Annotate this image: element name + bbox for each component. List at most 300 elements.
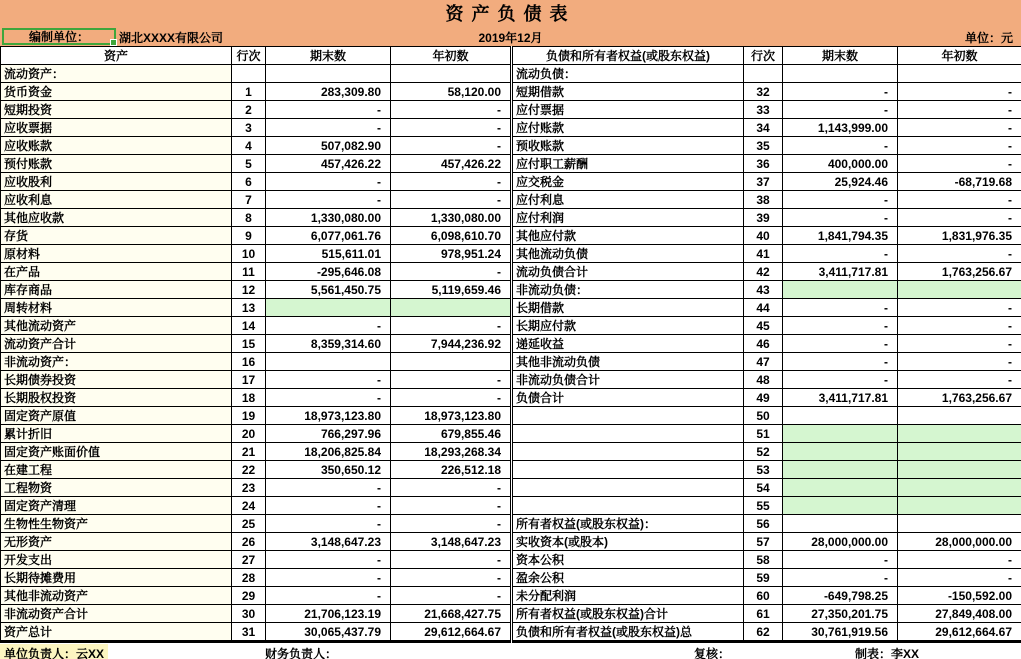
cell-asset-beginning[interactable]: - xyxy=(391,137,512,155)
cell-liability-beginning[interactable]: - xyxy=(898,209,1021,227)
cell-liability-beginning[interactable]: - xyxy=(898,155,1021,173)
cell-asset-ending[interactable]: - xyxy=(266,479,391,497)
cell-liability-line[interactable]: 60 xyxy=(744,587,783,605)
cell-asset-line[interactable]: 29 xyxy=(232,587,266,605)
cell-asset-label[interactable]: 存货 xyxy=(1,227,232,245)
cell-liability-ending[interactable]: 28,000,000.00 xyxy=(783,533,898,551)
cell-liability-beginning[interactable] xyxy=(898,65,1021,83)
cell-liability-beginning[interactable] xyxy=(898,461,1021,479)
cell-liability-ending[interactable] xyxy=(783,479,898,497)
cell-asset-line[interactable]: 1 xyxy=(232,83,266,101)
cell-liability-beginning[interactable]: 28,000,000.00 xyxy=(898,533,1021,551)
cell-asset-label[interactable]: 固定资产原值 xyxy=(1,407,232,425)
unit-head-signature[interactable]: 单位负责人：云XX xyxy=(0,644,108,659)
cell-asset-line[interactable]: 7 xyxy=(232,191,266,209)
cell-asset-label[interactable]: 应收票据 xyxy=(1,119,232,137)
cell-asset-ending[interactable]: - xyxy=(266,389,391,407)
cell-liability-ending[interactable]: 400,000.00 xyxy=(783,155,898,173)
cell-asset-line[interactable]: 26 xyxy=(232,533,266,551)
cell-asset-ending[interactable]: - xyxy=(266,119,391,137)
cell-asset-line[interactable]: 20 xyxy=(232,425,266,443)
cell-asset-ending[interactable]: - xyxy=(266,587,391,605)
cell-liability-beginning[interactable] xyxy=(898,443,1021,461)
cell-liability-beginning[interactable]: - xyxy=(898,371,1021,389)
column-header-row xyxy=(1,47,1021,65)
table-row xyxy=(1,209,1021,227)
cell-asset-line[interactable]: 31 xyxy=(232,623,266,642)
cell-liability-ending[interactable]: - xyxy=(783,317,898,335)
cell-liability-line[interactable]: 51 xyxy=(744,425,783,443)
cell-asset-line[interactable]: 6 xyxy=(232,173,266,191)
cell-liability-line[interactable]: 59 xyxy=(744,569,783,587)
cell-asset-label[interactable]: 长期待摊费用 xyxy=(1,569,232,587)
cell-asset-ending[interactable]: 18,973,123.80 xyxy=(266,407,391,425)
cell-liability-line[interactable]: 48 xyxy=(744,371,783,389)
cell-asset-beginning[interactable]: 1,330,080.00 xyxy=(391,209,512,227)
table-row xyxy=(1,389,1021,407)
cell-liability-ending[interactable]: 3,411,717.81 xyxy=(783,389,898,407)
cell-liability-beginning[interactable]: - xyxy=(898,551,1021,569)
col-header-liabilities[interactable]: 负债和所有者权益(或股东权益) xyxy=(512,47,744,65)
cell-liability-label[interactable]: 应付职工薪酬 xyxy=(512,155,744,173)
cell-liability-line[interactable]: 33 xyxy=(744,101,783,119)
cell-asset-beginning[interactable]: 457,426.22 xyxy=(391,155,512,173)
cell-asset-beginning[interactable]: - xyxy=(391,101,512,119)
cell-liability-line[interactable]: 44 xyxy=(744,299,783,317)
table-row xyxy=(1,479,1021,497)
table-row xyxy=(1,227,1021,245)
cell-liability-line[interactable]: 41 xyxy=(744,245,783,263)
cell-liability-label[interactable] xyxy=(512,443,744,461)
cell-asset-label[interactable]: 长期债券投资 xyxy=(1,371,232,389)
cell-asset-beginning[interactable]: 29,612,664.67 xyxy=(391,623,512,642)
cell-liability-label[interactable]: 负债合计 xyxy=(512,389,744,407)
report-period[interactable]: 2019年12月 xyxy=(478,31,543,45)
cell-liability-beginning[interactable] xyxy=(898,497,1021,515)
cell-asset-line[interactable] xyxy=(232,65,266,83)
cell-liability-beginning[interactable] xyxy=(898,425,1021,443)
cell-asset-ending[interactable]: 21,706,123.19 xyxy=(266,605,391,623)
cell-liability-line[interactable]: 46 xyxy=(744,335,783,353)
cell-asset-ending[interactable]: - xyxy=(266,569,391,587)
table-row xyxy=(1,461,1021,479)
cell-asset-line[interactable]: 21 xyxy=(232,443,266,461)
cell-liability-beginning[interactable]: - xyxy=(898,83,1021,101)
cell-asset-line[interactable]: 17 xyxy=(232,371,266,389)
meta-row xyxy=(0,28,1021,46)
cell-liability-line[interactable]: 52 xyxy=(744,443,783,461)
cell-asset-beginning[interactable] xyxy=(391,65,512,83)
cell-asset-ending[interactable]: 18,206,825.84 xyxy=(266,443,391,461)
cell-liability-beginning[interactable] xyxy=(898,407,1021,425)
cell-liability-line[interactable]: 36 xyxy=(744,155,783,173)
cell-liability-line[interactable]: 32 xyxy=(744,83,783,101)
cell-liability-line[interactable]: 40 xyxy=(744,227,783,245)
cell-liability-label[interactable]: 其他流动负债 xyxy=(512,245,744,263)
table-row xyxy=(1,263,1021,281)
cell-asset-beginning[interactable]: 58,120.00 xyxy=(391,83,512,101)
cell-asset-ending[interactable]: - xyxy=(266,101,391,119)
table-row xyxy=(1,101,1021,119)
cell-liability-line[interactable]: 62 xyxy=(744,623,783,642)
cell-asset-beginning[interactable] xyxy=(391,353,512,371)
col-header-ending-right[interactable]: 期末数 xyxy=(783,47,898,65)
cell-asset-label[interactable]: 生物性生物资产 xyxy=(1,515,232,533)
cell-asset-label[interactable]: 周转材料 xyxy=(1,299,232,317)
cell-liability-beginning[interactable]: - xyxy=(898,299,1021,317)
cell-liability-ending[interactable] xyxy=(783,425,898,443)
table-row xyxy=(1,335,1021,353)
cell-liability-ending[interactable]: 3,411,717.81 xyxy=(783,263,898,281)
cell-liability-label[interactable]: 非流动负债合计 xyxy=(512,371,744,389)
cell-liability-label[interactable]: 所有者权益(或股东权益)合计 xyxy=(512,605,744,623)
cell-asset-ending[interactable] xyxy=(266,65,391,83)
cell-liability-line[interactable]: 34 xyxy=(744,119,783,137)
cell-liability-ending[interactable]: - xyxy=(783,137,898,155)
cell-liability-beginning[interactable] xyxy=(898,479,1021,497)
page-title: 资产负债表 xyxy=(0,0,1021,28)
cell-liability-line[interactable]: 57 xyxy=(744,533,783,551)
cell-liability-label[interactable] xyxy=(512,461,744,479)
cell-liability-ending[interactable]: -649,798.25 xyxy=(783,587,898,605)
cell-liability-beginning[interactable]: 1,763,256.67 xyxy=(898,389,1021,407)
cell-liability-label[interactable] xyxy=(512,479,744,497)
cell-asset-beginning[interactable]: 3,148,647.23 xyxy=(391,533,512,551)
cell-asset-label[interactable]: 资产总计 xyxy=(1,623,232,642)
cell-asset-beginning[interactable]: - xyxy=(391,569,512,587)
preparer-signature[interactable]: 制表：李XX xyxy=(855,647,920,659)
cell-asset-line[interactable]: 16 xyxy=(232,353,266,371)
cell-asset-line[interactable]: 11 xyxy=(232,263,266,281)
cell-asset-beginning[interactable]: 21,668,427.75 xyxy=(391,605,512,623)
cell-asset-label[interactable]: 非流动资产： xyxy=(1,353,232,371)
table-row xyxy=(1,119,1021,137)
cell-liability-label[interactable]: 资本公积 xyxy=(512,551,744,569)
cell-asset-beginning[interactable]: - xyxy=(391,119,512,137)
cell-asset-label[interactable]: 非流动资产合计 xyxy=(1,605,232,623)
cell-asset-line[interactable]: 3 xyxy=(232,119,266,137)
cell-liability-line[interactable]: 35 xyxy=(744,137,783,155)
cell-asset-label[interactable]: 货币资金 xyxy=(1,83,232,101)
cell-asset-line[interactable]: 23 xyxy=(232,479,266,497)
table-row xyxy=(1,587,1021,605)
selected-cell-company-label[interactable]: 编制单位： xyxy=(2,28,116,45)
cell-liability-beginning[interactable]: - xyxy=(898,191,1021,209)
cell-asset-label[interactable]: 无形资产 xyxy=(1,533,232,551)
cell-liability-label[interactable] xyxy=(512,407,744,425)
cell-liability-ending[interactable] xyxy=(783,407,898,425)
cell-liability-beginning[interactable]: - xyxy=(898,119,1021,137)
cell-asset-line[interactable]: 2 xyxy=(232,101,266,119)
cell-asset-ending[interactable]: - xyxy=(266,191,391,209)
cell-liability-label[interactable]: 实收资本(或股本) xyxy=(512,533,744,551)
col-header-line-left[interactable]: 行次 xyxy=(232,47,266,65)
cell-liability-ending[interactable]: 1,841,794.35 xyxy=(783,227,898,245)
cell-asset-line[interactable]: 22 xyxy=(232,461,266,479)
cell-asset-beginning[interactable]: 226,512.18 xyxy=(391,461,512,479)
cell-liability-label[interactable] xyxy=(512,497,744,515)
cell-liability-ending[interactable]: - xyxy=(783,83,898,101)
table-row xyxy=(1,353,1021,371)
table-row xyxy=(1,173,1021,191)
cell-asset-ending[interactable] xyxy=(266,353,391,371)
cell-liability-line[interactable]: 38 xyxy=(744,191,783,209)
cell-asset-line[interactable]: 12 xyxy=(232,281,266,299)
cell-asset-beginning[interactable]: 18,293,268.34 xyxy=(391,443,512,461)
cell-liability-ending[interactable]: 1,143,999.00 xyxy=(783,119,898,137)
cell-asset-ending[interactable]: 5,561,450.75 xyxy=(266,281,391,299)
cell-liability-ending[interactable]: 30,761,919.56 xyxy=(783,623,898,642)
cell-liability-label[interactable]: 长期应付款 xyxy=(512,317,744,335)
table-row xyxy=(1,191,1021,209)
cell-liability-beginning[interactable]: - xyxy=(898,335,1021,353)
cell-liability-line[interactable]: 43 xyxy=(744,281,783,299)
cell-asset-label[interactable]: 流动资产合计 xyxy=(1,335,232,353)
cell-liability-label[interactable]: 应付票据 xyxy=(512,101,744,119)
cell-liability-beginning[interactable]: - xyxy=(898,101,1021,119)
cell-asset-beginning[interactable]: - xyxy=(391,479,512,497)
cell-asset-label[interactable]: 累计折旧 xyxy=(1,425,232,443)
cell-liability-beginning[interactable]: - xyxy=(898,569,1021,587)
cell-liability-line[interactable]: 54 xyxy=(744,479,783,497)
cell-liability-line[interactable]: 45 xyxy=(744,317,783,335)
cell-liability-line[interactable]: 58 xyxy=(744,551,783,569)
cell-liability-beginning[interactable]: 27,849,408.00 xyxy=(898,605,1021,623)
cell-asset-line[interactable]: 8 xyxy=(232,209,266,227)
cell-asset-line[interactable]: 30 xyxy=(232,605,266,623)
cell-asset-label[interactable]: 预付账款 xyxy=(1,155,232,173)
cell-asset-line[interactable]: 13 xyxy=(232,299,266,317)
table-row xyxy=(1,65,1021,83)
cell-asset-beginning[interactable]: 18,973,123.80 xyxy=(391,407,512,425)
cell-asset-beginning[interactable]: 7,944,236.92 xyxy=(391,335,512,353)
cell-liability-label[interactable]: 短期借款 xyxy=(512,83,744,101)
cell-liability-label[interactable]: 非流动负债： xyxy=(512,281,744,299)
cell-asset-ending[interactable]: 30,065,437.79 xyxy=(266,623,391,642)
cell-asset-beginning[interactable]: - xyxy=(391,587,512,605)
cell-asset-line[interactable]: 10 xyxy=(232,245,266,263)
cell-liability-line[interactable]: 50 xyxy=(744,407,783,425)
cell-asset-line[interactable]: 5 xyxy=(232,155,266,173)
cell-liability-label[interactable]: 应付利润 xyxy=(512,209,744,227)
cell-asset-label[interactable]: 固定资产清理 xyxy=(1,497,232,515)
cell-asset-line[interactable]: 4 xyxy=(232,137,266,155)
cell-liability-ending[interactable] xyxy=(783,65,898,83)
cell-liability-ending[interactable]: - xyxy=(783,209,898,227)
cell-asset-beginning[interactable] xyxy=(391,299,512,317)
cell-asset-label[interactable]: 其他非流动资产 xyxy=(1,587,232,605)
cell-liability-beginning[interactable] xyxy=(898,281,1021,299)
cell-liability-beginning[interactable]: -150,592.00 xyxy=(898,587,1021,605)
cell-liability-beginning[interactable]: - xyxy=(898,137,1021,155)
cell-asset-beginning[interactable]: - xyxy=(391,191,512,209)
cell-liability-line[interactable]: 55 xyxy=(744,497,783,515)
cell-asset-label[interactable]: 在产品 xyxy=(1,263,232,281)
cell-liability-line[interactable]: 42 xyxy=(744,263,783,281)
cell-asset-label[interactable]: 库存商品 xyxy=(1,281,232,299)
cell-asset-ending[interactable]: - xyxy=(266,317,391,335)
cell-liability-ending[interactable]: - xyxy=(783,551,898,569)
cell-liability-ending[interactable]: - xyxy=(783,353,898,371)
cell-liability-ending[interactable] xyxy=(783,443,898,461)
cell-asset-label[interactable]: 开发支出 xyxy=(1,551,232,569)
cell-liability-ending[interactable] xyxy=(783,461,898,479)
cell-asset-ending[interactable]: 350,650.12 xyxy=(266,461,391,479)
cell-liability-line[interactable]: 39 xyxy=(744,209,783,227)
cell-asset-beginning[interactable]: - xyxy=(391,371,512,389)
cell-liability-label[interactable]: 长期借款 xyxy=(512,299,744,317)
table-row xyxy=(1,623,1021,642)
cell-liability-beginning[interactable]: -68,719.68 xyxy=(898,173,1021,191)
reviewer-signature[interactable]: 复核： xyxy=(694,647,731,659)
table-row xyxy=(1,245,1021,263)
cell-liability-ending[interactable]: - xyxy=(783,299,898,317)
cell-liability-ending[interactable]: - xyxy=(783,569,898,587)
cell-liability-ending[interactable]: - xyxy=(783,191,898,209)
cell-liability-beginning[interactable]: - xyxy=(898,245,1021,263)
cell-liability-label[interactable]: 所有者权益(或股东权益)： xyxy=(512,515,744,533)
cell-liability-label[interactable]: 盈余公积 xyxy=(512,569,744,587)
cell-liability-line[interactable] xyxy=(744,65,783,83)
cell-asset-beginning[interactable]: - xyxy=(391,551,512,569)
cell-asset-label[interactable]: 应收利息 xyxy=(1,191,232,209)
cell-liability-line[interactable]: 56 xyxy=(744,515,783,533)
cell-asset-label[interactable]: 原材料 xyxy=(1,245,232,263)
cell-liability-label[interactable]: 应付利息 xyxy=(512,191,744,209)
cell-asset-ending[interactable]: - xyxy=(266,497,391,515)
cell-asset-ending[interactable]: 515,611.01 xyxy=(266,245,391,263)
table-row xyxy=(1,551,1021,569)
cell-asset-ending[interactable]: -295,646.08 xyxy=(266,263,391,281)
cell-asset-ending[interactable]: - xyxy=(266,173,391,191)
cell-liability-ending[interactable]: - xyxy=(783,101,898,119)
cell-asset-label[interactable]: 其他应收款 xyxy=(1,209,232,227)
cell-liability-beginning[interactable]: 29,612,664.67 xyxy=(898,623,1021,642)
cell-asset-ending[interactable]: 6,077,061.76 xyxy=(266,227,391,245)
cell-liability-ending[interactable] xyxy=(783,515,898,533)
table-row xyxy=(1,317,1021,335)
cell-asset-ending[interactable]: - xyxy=(266,371,391,389)
cell-asset-ending[interactable]: 3,148,647.23 xyxy=(266,533,391,551)
cell-liability-ending[interactable]: - xyxy=(783,335,898,353)
col-header-assets[interactable]: 资产 xyxy=(1,47,232,65)
cell-liability-label[interactable] xyxy=(512,425,744,443)
cell-asset-line[interactable]: 27 xyxy=(232,551,266,569)
cell-asset-label[interactable]: 流动资产： xyxy=(1,65,232,83)
cell-asset-beginning[interactable]: - xyxy=(391,317,512,335)
cell-asset-line[interactable]: 15 xyxy=(232,335,266,353)
table-row xyxy=(1,425,1021,443)
cell-liability-label[interactable]: 流动负债： xyxy=(512,65,744,83)
currency-unit[interactable]: 单位：元 xyxy=(964,31,1013,45)
cell-asset-line[interactable]: 24 xyxy=(232,497,266,515)
cell-asset-label[interactable]: 应收账款 xyxy=(1,137,232,155)
cell-asset-beginning[interactable]: 5,119,659.46 xyxy=(391,281,512,299)
cell-asset-line[interactable]: 28 xyxy=(232,569,266,587)
cell-asset-label[interactable]: 在建工程 xyxy=(1,461,232,479)
cell-liability-label[interactable]: 其他应付款 xyxy=(512,227,744,245)
cell-liability-beginning[interactable]: - xyxy=(898,353,1021,371)
cell-asset-ending[interactable]: 8,359,314.60 xyxy=(266,335,391,353)
cell-liability-beginning[interactable] xyxy=(898,515,1021,533)
cell-liability-label[interactable]: 应交税金 xyxy=(512,173,744,191)
cell-liability-label[interactable]: 其他非流动负债 xyxy=(512,353,744,371)
col-header-beginning-left[interactable]: 年初数 xyxy=(391,47,512,65)
cell-asset-line[interactable]: 14 xyxy=(232,317,266,335)
cell-asset-line[interactable]: 18 xyxy=(232,389,266,407)
cell-liability-beginning[interactable]: - xyxy=(898,317,1021,335)
cell-asset-beginning[interactable]: 6,098,610.70 xyxy=(391,227,512,245)
cell-liability-label[interactable]: 负债和所有者权益(或股东权益)总 xyxy=(512,623,744,642)
cell-asset-label[interactable]: 应收股利 xyxy=(1,173,232,191)
cell-liability-ending[interactable]: 27,350,201.75 xyxy=(783,605,898,623)
cell-asset-line[interactable]: 9 xyxy=(232,227,266,245)
finance-head-signature[interactable]: 财务负责人： xyxy=(265,647,338,659)
col-header-line-right[interactable]: 行次 xyxy=(744,47,783,65)
cell-liability-label[interactable]: 未分配利润 xyxy=(512,587,744,605)
cell-asset-line[interactable]: 19 xyxy=(232,407,266,425)
cell-liability-ending[interactable]: - xyxy=(783,245,898,263)
cell-liability-line[interactable]: 53 xyxy=(744,461,783,479)
cell-liability-line[interactable]: 37 xyxy=(744,173,783,191)
cell-liability-ending[interactable]: - xyxy=(783,371,898,389)
cell-asset-label[interactable]: 工程物资 xyxy=(1,479,232,497)
cell-asset-ending[interactable]: 457,426.22 xyxy=(266,155,391,173)
table-row xyxy=(1,605,1021,623)
cell-asset-beginning[interactable]: 978,951.24 xyxy=(391,245,512,263)
cell-asset-beginning[interactable]: - xyxy=(391,389,512,407)
cell-asset-line[interactable]: 25 xyxy=(232,515,266,533)
cell-liability-label[interactable]: 递延收益 xyxy=(512,335,744,353)
cell-liability-ending[interactable] xyxy=(783,281,898,299)
col-header-ending-left[interactable]: 期末数 xyxy=(266,47,391,65)
cell-asset-beginning[interactable]: - xyxy=(391,497,512,515)
table-row xyxy=(1,137,1021,155)
cell-asset-ending[interactable]: - xyxy=(266,551,391,569)
cell-asset-ending[interactable]: 766,297.96 xyxy=(266,425,391,443)
cell-liability-line[interactable]: 47 xyxy=(744,353,783,371)
cell-asset-beginning[interactable]: 679,855.46 xyxy=(391,425,512,443)
cell-asset-label[interactable]: 短期投资 xyxy=(1,101,232,119)
cell-asset-beginning[interactable]: - xyxy=(391,515,512,533)
table-row xyxy=(1,569,1021,587)
table-row xyxy=(1,281,1021,299)
company-name[interactable]: 湖北XXXX有限公司 xyxy=(119,31,224,45)
cell-liability-beginning[interactable]: 1,831,976.35 xyxy=(898,227,1021,245)
cell-asset-beginning[interactable]: - xyxy=(391,173,512,191)
cell-liability-line[interactable]: 61 xyxy=(744,605,783,623)
cell-liability-label[interactable]: 预收账款 xyxy=(512,137,744,155)
table-row xyxy=(1,443,1021,461)
cell-asset-label[interactable]: 长期股权投资 xyxy=(1,389,232,407)
cell-asset-ending[interactable]: - xyxy=(266,515,391,533)
cell-asset-label[interactable]: 其他流动资产 xyxy=(1,317,232,335)
cell-liability-label[interactable]: 流动负债合计 xyxy=(512,263,744,281)
cell-asset-beginning[interactable]: - xyxy=(391,263,512,281)
table-row xyxy=(1,371,1021,389)
cell-asset-ending[interactable]: 507,082.90 xyxy=(266,137,391,155)
cell-asset-ending[interactable]: 1,330,080.00 xyxy=(266,209,391,227)
cell-asset-ending[interactable]: 283,309.80 xyxy=(266,83,391,101)
cell-asset-ending[interactable] xyxy=(266,299,391,317)
cell-asset-label[interactable]: 固定资产账面价值 xyxy=(1,443,232,461)
cell-liability-line[interactable]: 49 xyxy=(744,389,783,407)
cell-liability-beginning[interactable]: 1,763,256.67 xyxy=(898,263,1021,281)
cell-liability-ending[interactable] xyxy=(783,497,898,515)
col-header-beginning-right[interactable]: 年初数 xyxy=(898,47,1021,65)
cell-liability-ending[interactable]: 25,924.46 xyxy=(783,173,898,191)
cell-liability-label[interactable]: 应付账款 xyxy=(512,119,744,137)
